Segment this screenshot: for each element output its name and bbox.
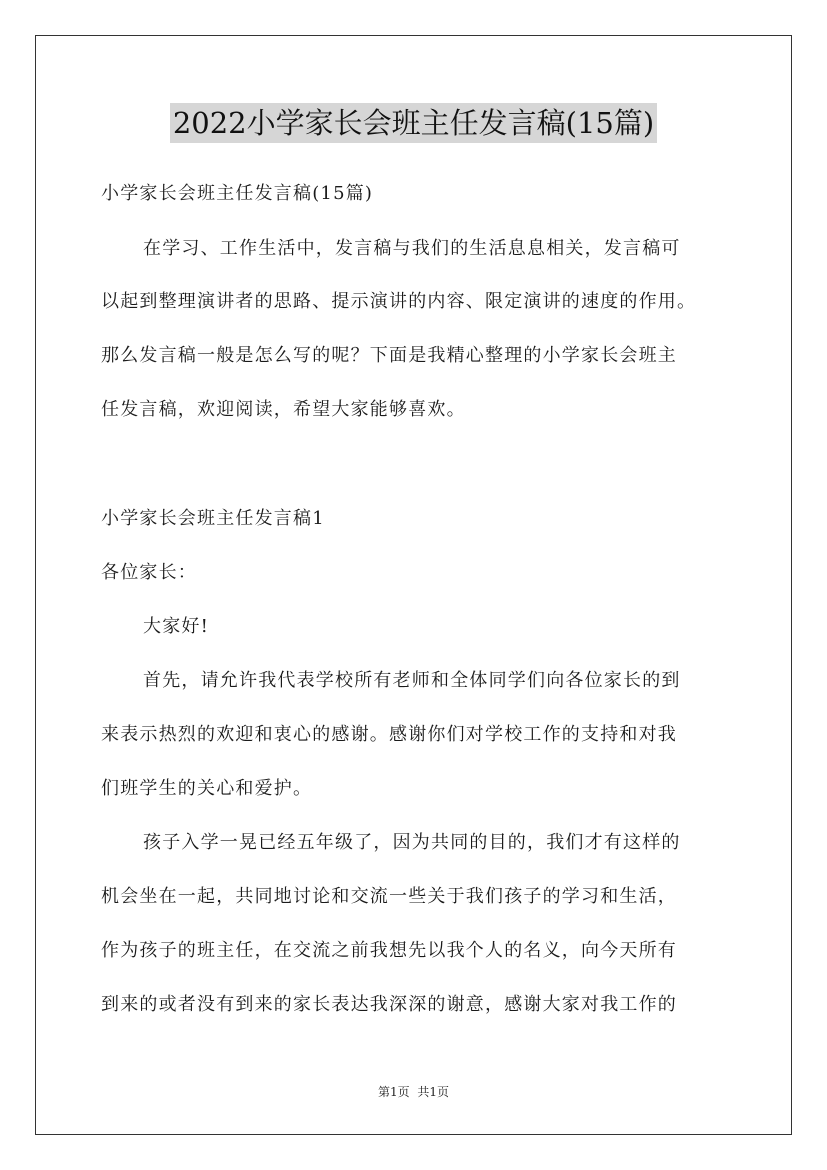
intro-line-4: 任发言稿，欢迎阅读，希望大家能够喜欢。 bbox=[101, 399, 466, 420]
para2-line-4: 到来的或者没有到来的家长表达我深深的谢意，感谢大家对我工作的 bbox=[101, 994, 677, 1015]
intro-line-3: 那么发言稿一般是怎么写的呢？下面是我精心整理的小学家长会班主 bbox=[101, 345, 677, 366]
para2-line-3: 作为孩子的班主任，在交流之前我想先以我个人的名义，向今天所有 bbox=[101, 940, 677, 961]
document-title: 2022小学家长会班主任发言稿(15篇) bbox=[170, 103, 657, 143]
greeting: 大家好! bbox=[143, 616, 210, 637]
intro-line-1: 在学习、工作生活中，发言稿与我们的生活息息相关，发言稿可 bbox=[143, 238, 681, 259]
page-footer bbox=[0, 1084, 827, 1100]
document-subtitle: 小学家长会班主任发言稿(15篇) bbox=[101, 183, 374, 204]
intro-line-2: 以起到整理演讲者的思路、提示演讲的内容、限定演讲的速度的作用。 bbox=[101, 291, 697, 312]
page-number: 第1页 bbox=[377, 1085, 410, 1099]
para2-line-1: 孩子入学一晃已经五年级了，因为共同的目的，我们才有这样的 bbox=[143, 832, 681, 853]
page-total: 共1页 bbox=[417, 1085, 450, 1099]
para1-line-2: 来表示热烈的欢迎和衷心的感谢。感谢你们对学校工作的支持和对我 bbox=[101, 724, 677, 745]
para2-line-2: 机会坐在一起，共同地讨论和交流一些关于我们孩子的学习和生活， bbox=[101, 886, 677, 907]
para1-line-1: 首先，请允许我代表学校所有老师和全体同学们向各位家长的到 bbox=[143, 670, 681, 691]
section-heading: 小学家长会班主任发言稿1 bbox=[101, 508, 325, 529]
salutation: 各位家长： bbox=[101, 562, 197, 583]
para1-line-3: 们班学生的关心和爱护。 bbox=[101, 778, 313, 799]
title-container bbox=[0, 103, 827, 143]
